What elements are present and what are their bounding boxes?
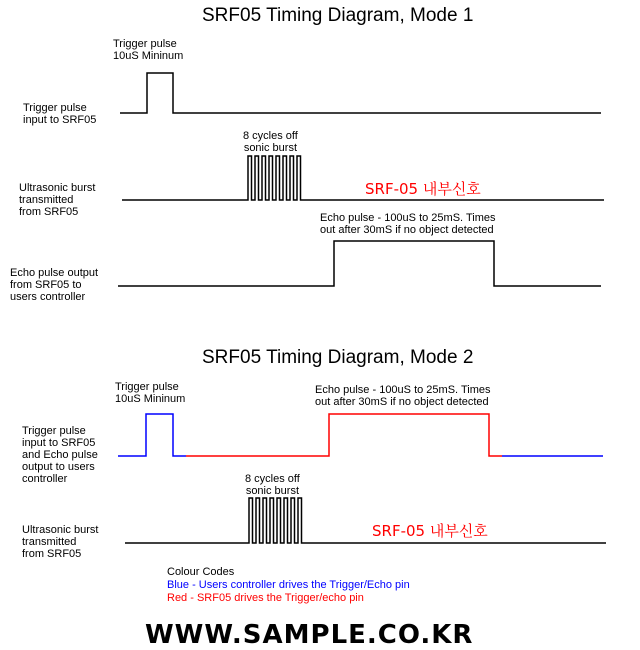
colour-code-blue: Blue - Users controller drives the Trigger/Echo pin — [167, 579, 410, 591]
mode1-trigger-pulse-line2: 10uS Mininum — [113, 50, 184, 62]
mode1-echo-output-line3: users controller — [10, 291, 86, 303]
mode1-ultrasonic-line1: Ultrasonic burst — [19, 182, 96, 194]
mode1-ultrasonic-line3: from SRF05 — [19, 206, 79, 218]
mode1-trigger-waveform — [120, 73, 601, 113]
colour-codes-heading: Colour Codes — [167, 566, 235, 578]
mode1-burst-waveform — [122, 156, 604, 200]
mode1-echo-output-line1: Echo pulse output — [10, 267, 99, 279]
mode2-trigger-pulse-line2: 10uS Mininum — [115, 393, 186, 405]
mode2-ultrasonic-line1: Ultrasonic burst — [22, 524, 99, 536]
colour-code-red: Red - SRF05 drives the Trigger/echo pin — [167, 592, 364, 604]
mode2-pin-line1: Trigger pulse — [22, 425, 86, 437]
mode2-ultrasonic-line3: from SRF05 — [22, 548, 82, 560]
mode2-ultrasonic-line2: transmitted — [22, 536, 77, 548]
mode1-trigger-pulse-line1: Trigger pulse — [113, 38, 177, 50]
mode2-title: SRF05 Timing Diagram, Mode 2 — [202, 347, 474, 368]
mode1-ultrasonic-line2: transmitted — [19, 194, 74, 206]
mode2-pin-line3: and Echo pulse — [22, 449, 98, 461]
mode2-burst-line1: 8 cycles off — [245, 473, 300, 485]
mode2-echo-pulse-line1: Echo pulse - 100uS to 25mS. Times — [315, 384, 491, 396]
mode1-echo-pulse-line2: out after 30mS if no object detected — [320, 224, 494, 236]
mode1-echo-waveform — [118, 241, 601, 286]
mode2-korean-label: SRF-05 내부신호 — [372, 522, 488, 540]
mode2-pin-line5: controller — [22, 473, 68, 485]
mode1-echo-output-line2: from SRF05 to — [10, 279, 82, 291]
mode1-title: SRF05 Timing Diagram, Mode 1 — [202, 5, 474, 26]
mode2-pin-line2: input to SRF05 — [22, 437, 96, 449]
mode1-burst-line2: sonic burst — [243, 142, 298, 154]
mode1-burst-line1: 8 cycles off — [243, 130, 298, 142]
mode2-pin-line4: output to users — [22, 461, 95, 473]
mode2-echo-pulse-red — [186, 414, 502, 456]
watermark-text: WWW.SAMPLE.CO.KR — [145, 620, 474, 650]
mode1-echo-pulse-line1: Echo pulse - 100uS to 25mS. Times — [320, 212, 496, 224]
mode2-trigger-pulse-blue — [118, 414, 186, 456]
mode1-trigger-input-line1: Trigger pulse — [23, 102, 87, 114]
mode2-burst-line2: sonic burst — [245, 485, 300, 497]
mode2-echo-pulse-line2: out after 30mS if no object detected — [315, 396, 489, 408]
mode2-trigger-pulse-line1: Trigger pulse — [115, 381, 179, 393]
mode1-trigger-input-line2: input to SRF05 — [23, 114, 97, 126]
mode2-burst-waveform — [125, 498, 606, 543]
mode1-korean-label: SRF-05 내부신호 — [365, 180, 481, 198]
